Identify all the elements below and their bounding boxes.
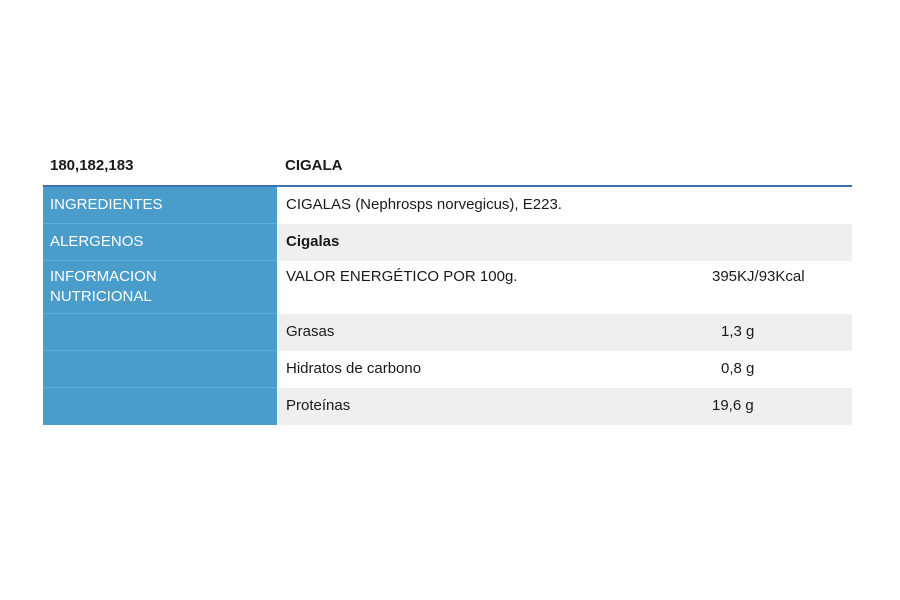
sheet-body xyxy=(43,187,852,425)
product-name: CIGALA xyxy=(285,157,343,174)
product-code: 180,182,183 xyxy=(50,157,134,174)
sheet-header xyxy=(43,145,852,187)
energia-label: VALOR ENERGÉTICO POR 100g. xyxy=(286,268,518,285)
row-ingredientes xyxy=(278,187,852,224)
energia-value: 395KJ/93Kcal xyxy=(712,268,805,285)
product-sheet xyxy=(43,145,852,425)
ingredientes-text: CIGALAS (Nephrosps norvegicus), E223. xyxy=(286,196,562,213)
label-ingredientes-text: INGREDIENTES xyxy=(50,196,163,213)
label-empty-1 xyxy=(43,314,277,351)
hidratos-label: Hidratos de carbono xyxy=(286,360,422,377)
label-column xyxy=(43,187,277,425)
label-info-line2: NUTRICIONAL xyxy=(50,288,152,305)
hidratos-value: 0,8 g xyxy=(721,360,755,377)
grasas-label: Grasas xyxy=(286,323,335,340)
proteinas-value: 19,6 g xyxy=(712,397,754,414)
proteinas-label: Proteínas xyxy=(286,397,351,414)
grasas-value: 1,3 g xyxy=(721,323,755,340)
label-informacion-nutricional xyxy=(43,261,277,314)
row-grasas xyxy=(278,314,852,351)
label-ingredientes xyxy=(43,187,277,224)
label-empty-2 xyxy=(43,351,277,388)
label-alergenos-text: ALERGENOS xyxy=(50,233,144,250)
row-hidratos xyxy=(278,351,852,388)
row-alergenos xyxy=(278,224,852,261)
row-proteinas xyxy=(278,388,852,425)
alergenos-text: Cigalas xyxy=(286,233,340,250)
label-info-line1: INFORMACION xyxy=(50,268,157,285)
row-energia xyxy=(278,261,852,314)
label-alergenos xyxy=(43,224,277,261)
label-empty-3 xyxy=(43,388,277,425)
